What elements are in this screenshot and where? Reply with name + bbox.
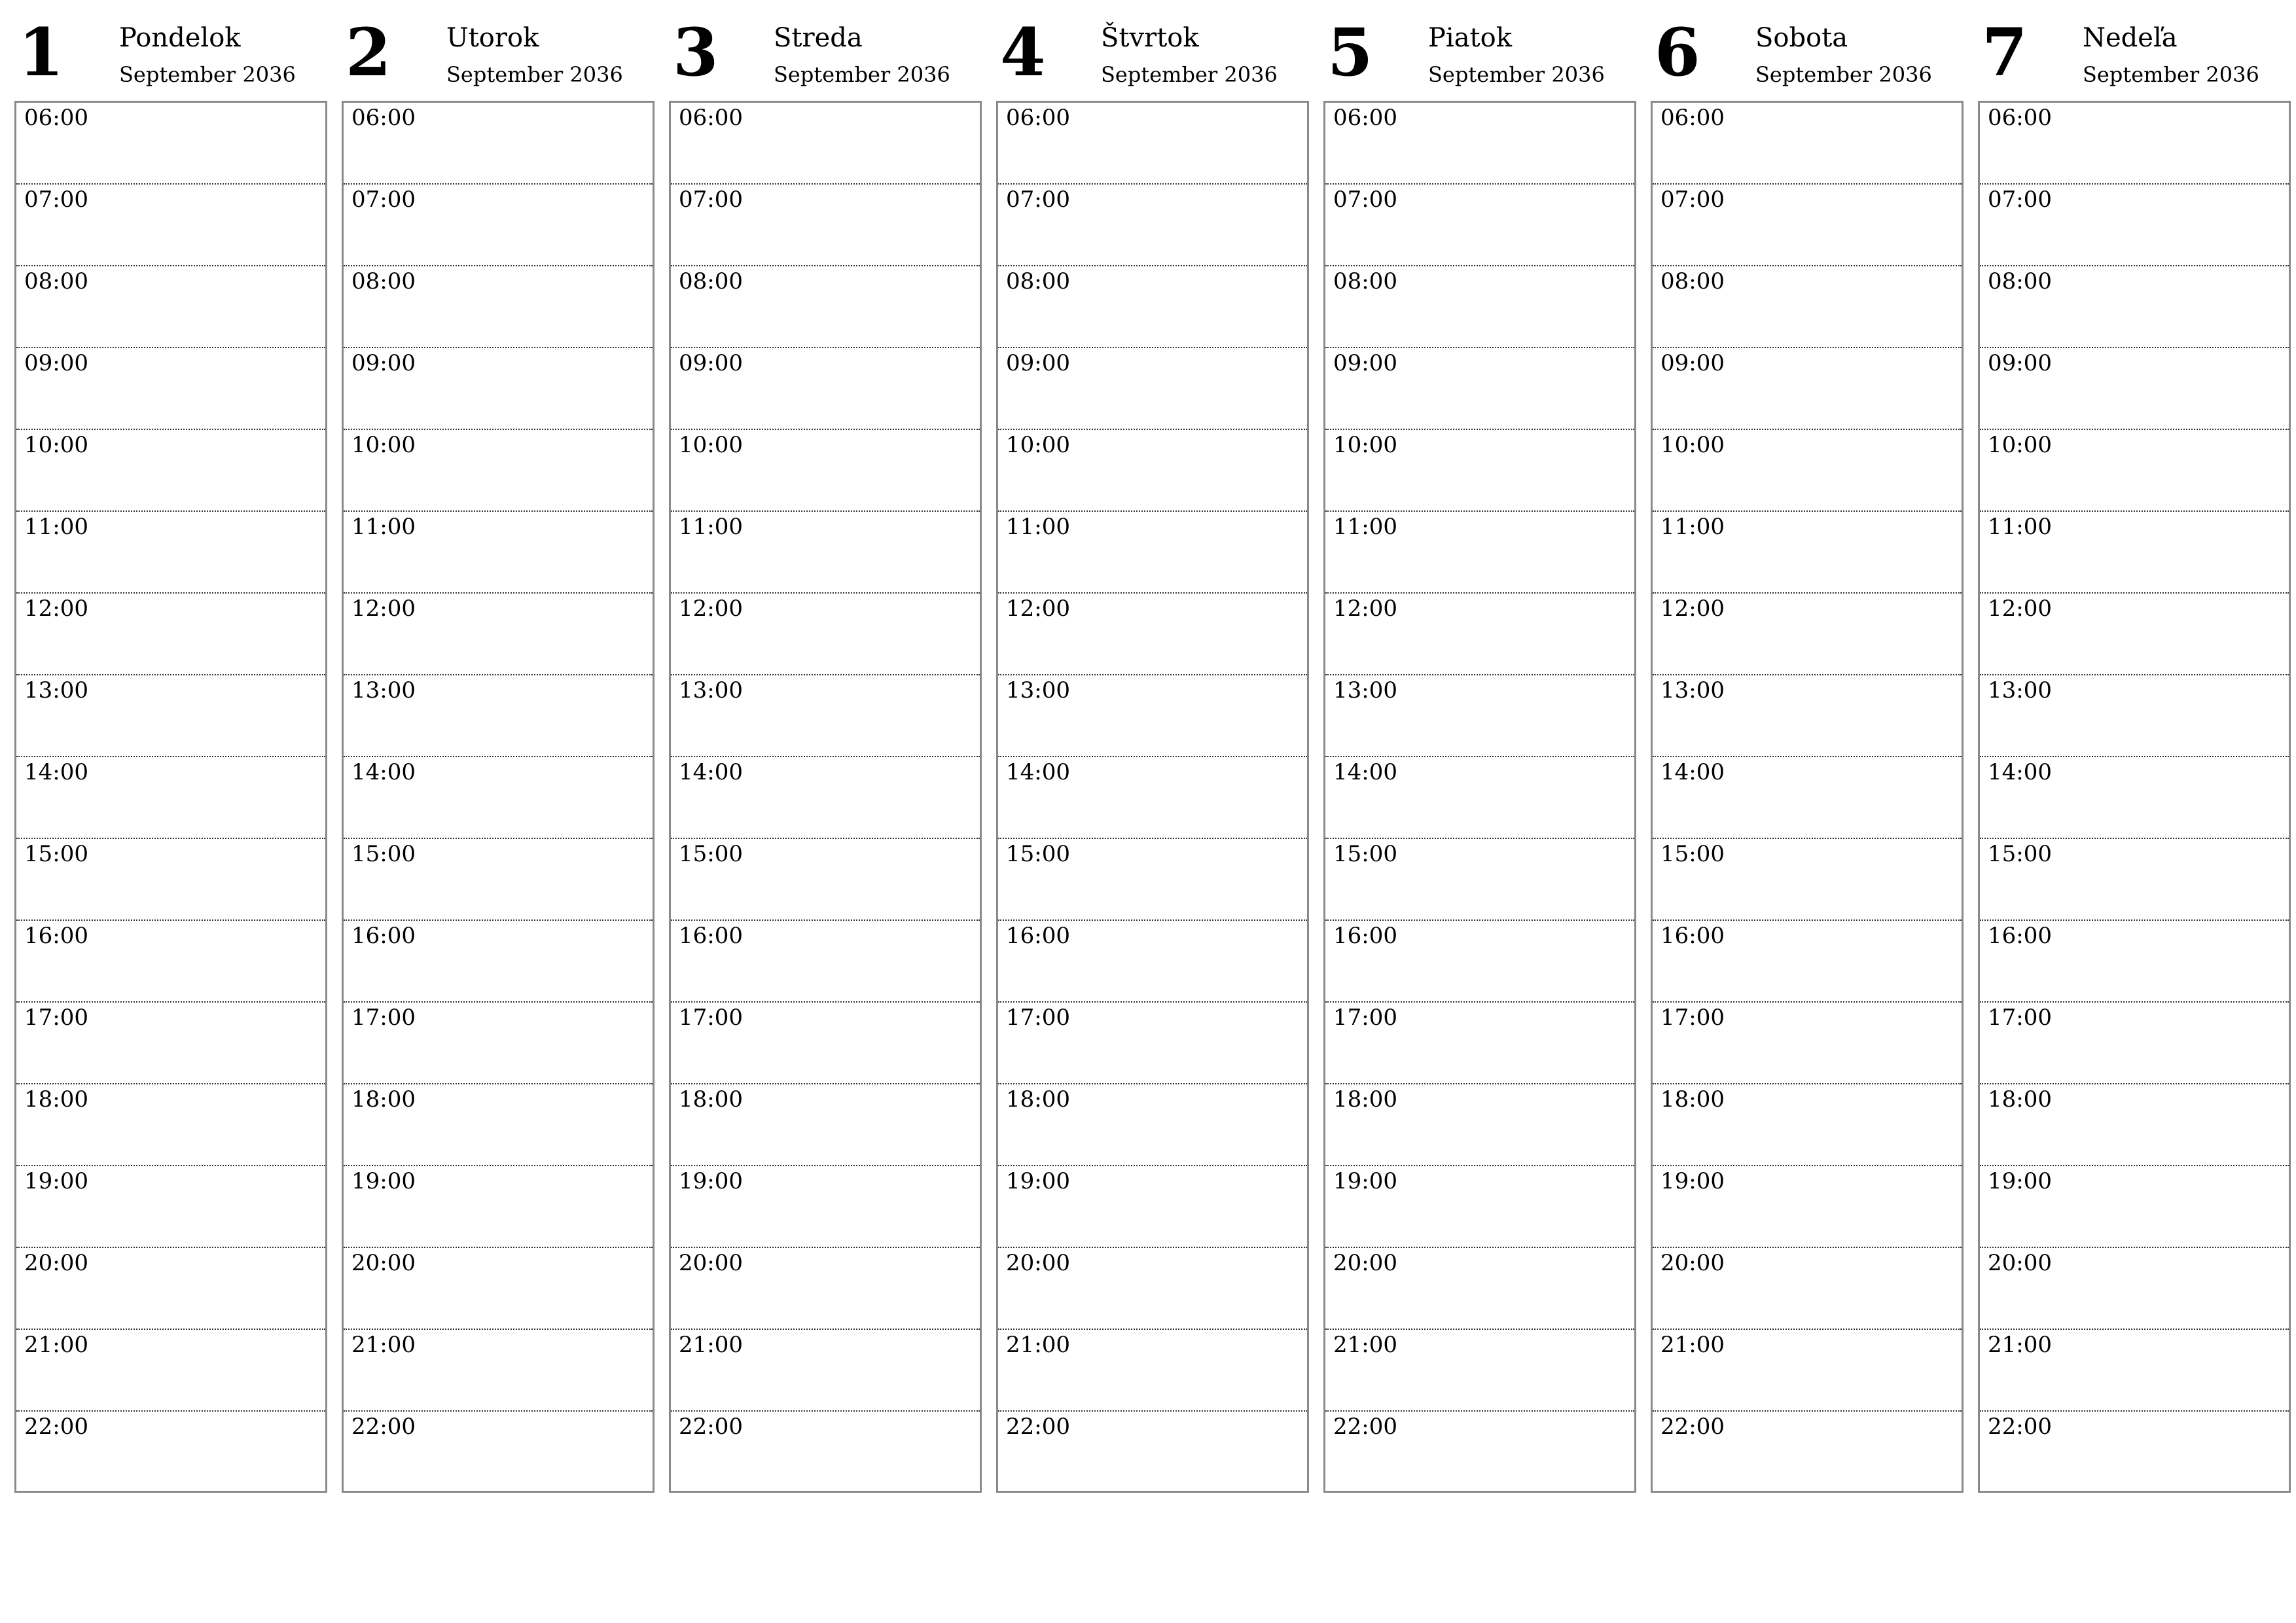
time-slot[interactable] xyxy=(671,839,980,921)
time-label: 10:00 xyxy=(1988,432,2052,458)
day-month-label: September 2036 xyxy=(1755,62,1932,87)
time-label: 14:00 xyxy=(679,759,743,785)
time-label: 15:00 xyxy=(1988,841,2052,867)
time-slot[interactable] xyxy=(344,757,653,839)
time-slot[interactable] xyxy=(344,594,653,675)
time-slot[interactable] xyxy=(1325,512,1634,594)
time-label: 08:00 xyxy=(1006,268,1070,294)
time-slot[interactable] xyxy=(344,103,653,185)
time-label: 15:00 xyxy=(679,841,743,867)
time-label: 07:00 xyxy=(1006,187,1070,213)
time-slot[interactable] xyxy=(1325,1412,1634,1493)
time-label: 18:00 xyxy=(1333,1086,1397,1113)
time-label: 19:00 xyxy=(1660,1168,1725,1194)
time-label: 14:00 xyxy=(24,759,88,785)
time-slot[interactable] xyxy=(1980,430,2289,512)
time-slot[interactable] xyxy=(671,757,980,839)
day-number: 1 xyxy=(18,14,64,91)
time-slot[interactable] xyxy=(1653,594,1962,675)
time-slot[interactable] xyxy=(998,594,1307,675)
time-slot[interactable] xyxy=(344,512,653,594)
time-label: 12:00 xyxy=(24,596,88,622)
time-label: 13:00 xyxy=(1988,677,2052,704)
time-slot[interactable] xyxy=(671,1412,980,1493)
time-slot[interactable] xyxy=(998,348,1307,430)
time-label: 16:00 xyxy=(1988,923,2052,949)
time-label: 07:00 xyxy=(1333,187,1397,213)
time-slot[interactable] xyxy=(671,103,980,185)
time-label: 11:00 xyxy=(24,514,88,540)
day-schedule-box xyxy=(1323,101,1636,1493)
time-label: 09:00 xyxy=(1660,350,1725,376)
time-label: 10:00 xyxy=(1660,432,1725,458)
day-name: Streda xyxy=(774,23,863,53)
day-name: Nedeľa xyxy=(2083,23,2178,53)
day-schedule-box xyxy=(1978,101,2291,1493)
time-label: 16:00 xyxy=(351,923,416,949)
time-label: 14:00 xyxy=(1333,759,1397,785)
time-slot[interactable] xyxy=(16,757,325,839)
time-slot[interactable] xyxy=(998,757,1307,839)
day-column xyxy=(996,13,1309,1493)
time-slot[interactable] xyxy=(344,185,653,266)
day-header xyxy=(669,13,982,101)
time-label: 08:00 xyxy=(1988,268,2052,294)
time-slot[interactable] xyxy=(998,103,1307,185)
time-label: 10:00 xyxy=(1006,432,1070,458)
time-label: 22:00 xyxy=(351,1414,416,1440)
time-label: 06:00 xyxy=(1988,105,2052,131)
time-slot[interactable] xyxy=(1980,1084,2289,1166)
time-slot[interactable] xyxy=(1653,757,1962,839)
time-label: 18:00 xyxy=(679,1086,743,1113)
time-label: 09:00 xyxy=(1988,350,2052,376)
time-label: 06:00 xyxy=(351,105,416,131)
time-slot[interactable] xyxy=(1325,1330,1634,1412)
day-month-label: September 2036 xyxy=(119,62,296,87)
time-label: 11:00 xyxy=(1006,514,1070,540)
day-month-label: September 2036 xyxy=(1428,62,1605,87)
time-label: 17:00 xyxy=(351,1005,416,1031)
time-label: 06:00 xyxy=(1333,105,1397,131)
time-slot[interactable] xyxy=(16,266,325,348)
time-slot[interactable] xyxy=(671,594,980,675)
time-slot[interactable] xyxy=(671,185,980,266)
time-slot[interactable] xyxy=(16,430,325,512)
time-slot[interactable] xyxy=(998,430,1307,512)
time-slot[interactable] xyxy=(1325,1003,1634,1084)
time-slot[interactable] xyxy=(1980,185,2289,266)
time-slot[interactable] xyxy=(1980,1330,2289,1412)
time-label: 11:00 xyxy=(1660,514,1725,540)
time-label: 22:00 xyxy=(1988,1414,2052,1440)
time-label: 19:00 xyxy=(351,1168,416,1194)
time-label: 12:00 xyxy=(1006,596,1070,622)
day-name: Piatok xyxy=(1428,23,1512,53)
time-slot[interactable] xyxy=(16,348,325,430)
time-slot[interactable] xyxy=(1653,1084,1962,1166)
time-slot[interactable] xyxy=(998,1003,1307,1084)
time-label: 07:00 xyxy=(679,187,743,213)
time-label: 06:00 xyxy=(1006,105,1070,131)
day-number: 7 xyxy=(1982,14,2028,91)
time-slot[interactable] xyxy=(344,675,653,757)
day-column xyxy=(342,13,655,1493)
time-label: 13:00 xyxy=(1006,677,1070,704)
time-slot[interactable] xyxy=(998,185,1307,266)
time-label: 19:00 xyxy=(24,1168,88,1194)
time-slot[interactable] xyxy=(16,1248,325,1330)
time-label: 14:00 xyxy=(1660,759,1725,785)
day-header xyxy=(342,13,655,101)
time-label: 18:00 xyxy=(24,1086,88,1113)
time-slot[interactable] xyxy=(998,1330,1307,1412)
time-label: 07:00 xyxy=(24,187,88,213)
time-label: 17:00 xyxy=(679,1005,743,1031)
day-schedule-box xyxy=(996,101,1309,1493)
time-label: 16:00 xyxy=(1660,923,1725,949)
time-label: 17:00 xyxy=(1660,1005,1725,1031)
time-label: 20:00 xyxy=(351,1250,416,1276)
time-label: 08:00 xyxy=(1333,268,1397,294)
day-header xyxy=(996,13,1309,101)
time-label: 21:00 xyxy=(1988,1332,2052,1358)
time-label: 22:00 xyxy=(1006,1414,1070,1440)
time-label: 09:00 xyxy=(351,350,416,376)
time-label: 19:00 xyxy=(1988,1168,2052,1194)
time-slot[interactable] xyxy=(1325,185,1634,266)
time-label: 16:00 xyxy=(1333,923,1397,949)
day-month-label: September 2036 xyxy=(774,62,950,87)
time-slot[interactable] xyxy=(16,185,325,266)
time-label: 09:00 xyxy=(1333,350,1397,376)
time-label: 15:00 xyxy=(1333,841,1397,867)
time-label: 12:00 xyxy=(1333,596,1397,622)
time-slot[interactable] xyxy=(1980,266,2289,348)
time-label: 22:00 xyxy=(1333,1414,1397,1440)
time-slot[interactable] xyxy=(671,430,980,512)
time-label: 06:00 xyxy=(679,105,743,131)
time-slot[interactable] xyxy=(344,430,653,512)
time-slot[interactable] xyxy=(1980,103,2289,185)
time-slot[interactable] xyxy=(1980,757,2289,839)
time-label: 08:00 xyxy=(679,268,743,294)
day-month-label: September 2036 xyxy=(446,62,623,87)
time-slot[interactable] xyxy=(1980,512,2289,594)
time-label: 15:00 xyxy=(1660,841,1725,867)
day-column xyxy=(1978,13,2291,1493)
time-label: 13:00 xyxy=(351,677,416,704)
time-label: 13:00 xyxy=(1660,677,1725,704)
time-slot[interactable] xyxy=(1325,1248,1634,1330)
day-month-label: September 2036 xyxy=(1101,62,1278,87)
time-slot[interactable] xyxy=(344,1166,653,1248)
time-label: 11:00 xyxy=(351,514,416,540)
time-slot[interactable] xyxy=(344,1084,653,1166)
time-label: 21:00 xyxy=(1006,1332,1070,1358)
time-label: 10:00 xyxy=(1333,432,1397,458)
time-slot[interactable] xyxy=(998,512,1307,594)
time-slot[interactable] xyxy=(1653,675,1962,757)
time-label: 20:00 xyxy=(1988,1250,2052,1276)
time-label: 18:00 xyxy=(1006,1086,1070,1113)
time-label: 18:00 xyxy=(351,1086,416,1113)
time-label: 15:00 xyxy=(1006,841,1070,867)
time-label: 20:00 xyxy=(1006,1250,1070,1276)
time-slot[interactable] xyxy=(671,675,980,757)
time-label: 17:00 xyxy=(1333,1005,1397,1031)
time-slot[interactable] xyxy=(16,1003,325,1084)
time-label: 11:00 xyxy=(679,514,743,540)
day-number: 6 xyxy=(1655,14,1700,91)
day-name: Sobota xyxy=(1755,23,1848,53)
day-number: 3 xyxy=(673,14,719,91)
time-slot[interactable] xyxy=(1653,1248,1962,1330)
time-label: 11:00 xyxy=(1988,514,2052,540)
time-slot[interactable] xyxy=(1325,757,1634,839)
time-slot[interactable] xyxy=(998,1412,1307,1493)
time-slot[interactable] xyxy=(671,266,980,348)
time-label: 14:00 xyxy=(351,759,416,785)
day-month-label: September 2036 xyxy=(2083,62,2259,87)
time-label: 06:00 xyxy=(1660,105,1725,131)
time-slot[interactable] xyxy=(1980,1003,2289,1084)
time-slot[interactable] xyxy=(1980,921,2289,1003)
time-label: 08:00 xyxy=(351,268,416,294)
time-label: 10:00 xyxy=(24,432,88,458)
time-slot[interactable] xyxy=(1653,103,1962,185)
time-slot[interactable] xyxy=(1653,185,1962,266)
time-label: 12:00 xyxy=(1660,596,1725,622)
time-slot[interactable] xyxy=(1325,430,1634,512)
time-slot[interactable] xyxy=(1325,1084,1634,1166)
day-name: Utorok xyxy=(446,23,539,53)
time-label: 21:00 xyxy=(1660,1332,1725,1358)
time-slot[interactable] xyxy=(1980,1166,2289,1248)
weekly-planner xyxy=(14,13,2282,1493)
time-label: 13:00 xyxy=(679,677,743,704)
time-slot[interactable] xyxy=(16,1166,325,1248)
time-label: 17:00 xyxy=(1988,1005,2052,1031)
time-label: 12:00 xyxy=(351,596,416,622)
time-slot[interactable] xyxy=(1653,1003,1962,1084)
time-label: 21:00 xyxy=(679,1332,743,1358)
time-slot[interactable] xyxy=(1653,430,1962,512)
time-label: 19:00 xyxy=(1333,1168,1397,1194)
time-label: 20:00 xyxy=(1333,1250,1397,1276)
time-slot[interactable] xyxy=(1325,675,1634,757)
time-slot[interactable] xyxy=(1325,348,1634,430)
time-slot[interactable] xyxy=(1980,594,2289,675)
time-label: 06:00 xyxy=(24,105,88,131)
day-header xyxy=(1651,13,1964,101)
time-label: 19:00 xyxy=(1006,1168,1070,1194)
time-slot[interactable] xyxy=(1653,921,1962,1003)
time-slot[interactable] xyxy=(344,839,653,921)
time-label: 20:00 xyxy=(24,1250,88,1276)
time-slot[interactable] xyxy=(998,1248,1307,1330)
time-slot[interactable] xyxy=(1325,1166,1634,1248)
time-slot[interactable] xyxy=(16,1330,325,1412)
time-label: 07:00 xyxy=(351,187,416,213)
time-slot[interactable] xyxy=(344,921,653,1003)
time-label: 15:00 xyxy=(24,841,88,867)
time-label: 16:00 xyxy=(24,923,88,949)
time-slot[interactable] xyxy=(671,1084,980,1166)
time-slot[interactable] xyxy=(16,103,325,185)
time-label: 15:00 xyxy=(351,841,416,867)
day-header xyxy=(1978,13,2291,101)
time-label: 10:00 xyxy=(351,432,416,458)
time-slot[interactable] xyxy=(16,1412,325,1493)
time-label: 07:00 xyxy=(1988,187,2052,213)
time-slot[interactable] xyxy=(344,1330,653,1412)
day-schedule-box xyxy=(1651,101,1964,1493)
time-slot[interactable] xyxy=(344,348,653,430)
day-name: Pondelok xyxy=(119,23,241,53)
time-label: 08:00 xyxy=(24,268,88,294)
time-label: 14:00 xyxy=(1988,759,2052,785)
time-slot[interactable] xyxy=(998,1084,1307,1166)
day-number: 2 xyxy=(346,14,391,91)
time-slot[interactable] xyxy=(671,1248,980,1330)
time-label: 18:00 xyxy=(1660,1086,1725,1113)
time-slot[interactable] xyxy=(998,266,1307,348)
time-label: 18:00 xyxy=(1988,1086,2052,1113)
time-slot[interactable] xyxy=(344,266,653,348)
day-column xyxy=(1323,13,1636,1493)
time-slot[interactable] xyxy=(998,1166,1307,1248)
time-label: 22:00 xyxy=(1660,1414,1725,1440)
time-label: 16:00 xyxy=(679,923,743,949)
day-schedule-box xyxy=(342,101,655,1493)
time-label: 19:00 xyxy=(679,1168,743,1194)
time-slot[interactable] xyxy=(16,512,325,594)
time-label: 17:00 xyxy=(1006,1005,1070,1031)
time-label: 21:00 xyxy=(351,1332,416,1358)
time-slot[interactable] xyxy=(1325,921,1634,1003)
time-slot[interactable] xyxy=(1653,1330,1962,1412)
day-column xyxy=(669,13,982,1493)
time-slot[interactable] xyxy=(1980,839,2289,921)
time-label: 20:00 xyxy=(1660,1250,1725,1276)
time-slot[interactable] xyxy=(16,921,325,1003)
time-slot[interactable] xyxy=(1653,348,1962,430)
time-slot[interactable] xyxy=(1653,266,1962,348)
time-label: 09:00 xyxy=(24,350,88,376)
time-label: 10:00 xyxy=(679,432,743,458)
time-label: 20:00 xyxy=(679,1250,743,1276)
time-slot[interactable] xyxy=(1980,1248,2289,1330)
day-schedule-box xyxy=(669,101,982,1493)
day-column xyxy=(14,13,327,1493)
day-number: 5 xyxy=(1327,14,1373,91)
time-label: 21:00 xyxy=(24,1332,88,1358)
time-slot[interactable] xyxy=(998,675,1307,757)
time-label: 22:00 xyxy=(24,1414,88,1440)
time-label: 12:00 xyxy=(679,596,743,622)
day-number: 4 xyxy=(1000,14,1046,91)
time-label: 11:00 xyxy=(1333,514,1397,540)
time-slot[interactable] xyxy=(344,1248,653,1330)
time-slot[interactable] xyxy=(1653,1166,1962,1248)
time-slot[interactable] xyxy=(671,1166,980,1248)
time-label: 09:00 xyxy=(1006,350,1070,376)
time-slot[interactable] xyxy=(16,675,325,757)
day-header xyxy=(1323,13,1636,101)
time-slot[interactable] xyxy=(1653,512,1962,594)
time-slot[interactable] xyxy=(1325,839,1634,921)
time-label: 22:00 xyxy=(679,1414,743,1440)
time-label: 07:00 xyxy=(1660,187,1725,213)
day-schedule-box xyxy=(14,101,327,1493)
time-label: 08:00 xyxy=(1660,268,1725,294)
time-label: 09:00 xyxy=(679,350,743,376)
time-slot[interactable] xyxy=(1325,103,1634,185)
time-label: 21:00 xyxy=(1333,1332,1397,1358)
time-slot[interactable] xyxy=(1980,1412,2289,1493)
time-slot[interactable] xyxy=(1980,675,2289,757)
time-slot[interactable] xyxy=(998,839,1307,921)
time-slot[interactable] xyxy=(16,839,325,921)
time-slot[interactable] xyxy=(998,921,1307,1003)
time-slot[interactable] xyxy=(344,1412,653,1493)
time-slot[interactable] xyxy=(671,1003,980,1084)
time-slot[interactable] xyxy=(1980,348,2289,430)
time-label: 16:00 xyxy=(1006,923,1070,949)
day-column xyxy=(1651,13,1964,1493)
time-label: 14:00 xyxy=(1006,759,1070,785)
time-slot[interactable] xyxy=(16,1084,325,1166)
time-label: 13:00 xyxy=(1333,677,1397,704)
time-label: 12:00 xyxy=(1988,596,2052,622)
time-slot[interactable] xyxy=(16,594,325,675)
time-label: 17:00 xyxy=(24,1005,88,1031)
time-slot[interactable] xyxy=(671,921,980,1003)
time-slot[interactable] xyxy=(1325,266,1634,348)
time-slot[interactable] xyxy=(671,1330,980,1412)
time-slot[interactable] xyxy=(1653,1412,1962,1493)
time-slot[interactable] xyxy=(1325,594,1634,675)
time-slot[interactable] xyxy=(671,512,980,594)
time-slot[interactable] xyxy=(671,348,980,430)
day-header xyxy=(14,13,327,101)
day-name: Štvrtok xyxy=(1101,23,1199,53)
time-label: 13:00 xyxy=(24,677,88,704)
time-slot[interactable] xyxy=(344,1003,653,1084)
time-slot[interactable] xyxy=(1653,839,1962,921)
